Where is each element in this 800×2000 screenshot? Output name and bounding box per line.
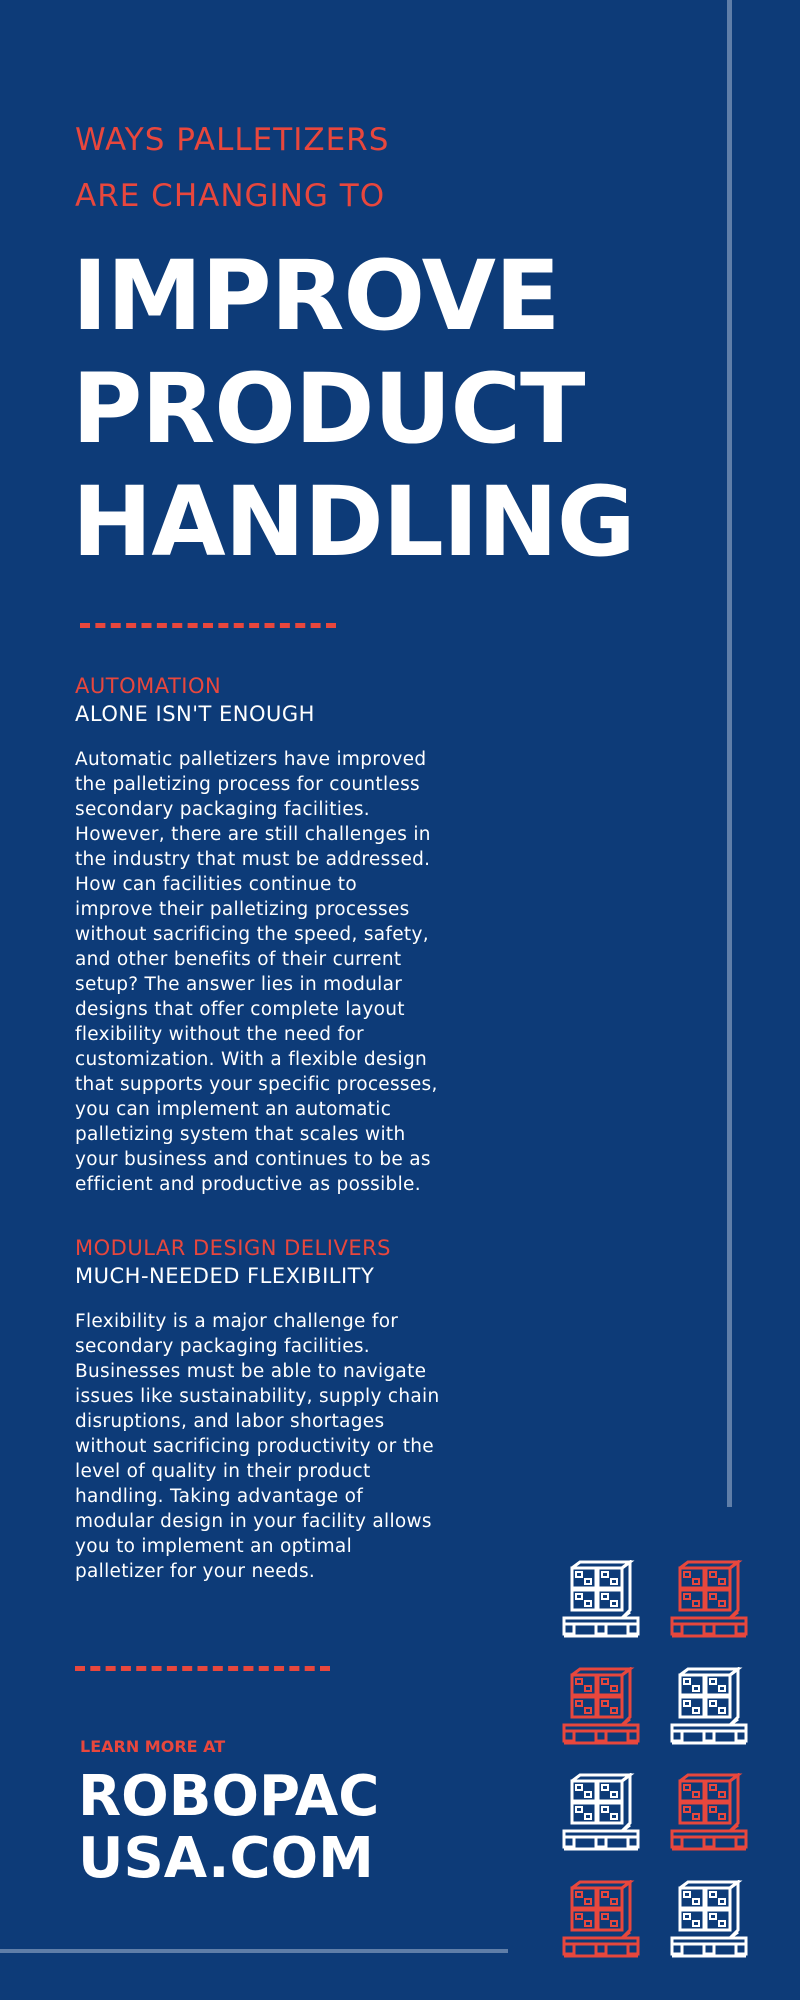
body-line: How can facilities continue to (75, 874, 357, 895)
body-line: disruptions, and labor shortages (75, 1411, 385, 1432)
body-line: without sacrificing the speed, safety, (75, 924, 429, 945)
body-line: secondary packaging facilities. (75, 799, 370, 820)
body-line: palletizer for your needs. (75, 1561, 316, 1582)
learn-more-label: LEARN MORE AT (80, 1737, 226, 1756)
body-line: efficient and productive as possible. (75, 1174, 421, 1195)
section-body (75, 1309, 515, 1584)
body-line: However, there are still challenges in (75, 824, 431, 845)
section-heading-white: MUCH-NEEDED FLEXIBILITY (75, 1264, 375, 1288)
kicker-line-1: WAYS PALLETIZERS (75, 122, 390, 158)
pallet-icon (560, 1560, 642, 1642)
page-title (72, 240, 635, 579)
title-line-2: PRODUCT (72, 353, 585, 465)
body-line: modular design in your facility allows (75, 1511, 432, 1532)
pallet-icon (668, 1773, 750, 1855)
body-line: and other benefits of their current (75, 949, 402, 970)
title-line-1: IMPROVE (72, 240, 560, 352)
body-line: flexibility without the need for (75, 1024, 364, 1045)
section-heading (75, 672, 315, 728)
pallet-icon (668, 1667, 750, 1749)
pallet-icon (560, 1880, 642, 1962)
body-line: handling. Taking advantage of (75, 1486, 364, 1507)
pallet-icon (668, 1560, 750, 1642)
horizontal-rule (0, 1949, 508, 1953)
body-line: Flexibility is a major challenge for (75, 1311, 399, 1332)
body-line: you to implement an optimal (75, 1536, 353, 1557)
body-line: that supports your specific processes, (75, 1074, 438, 1095)
website-line-1: ROBOPAC (78, 1764, 380, 1829)
title-line-3: HANDLING (72, 466, 635, 578)
kicker-line-2: ARE CHANGING TO (75, 178, 386, 214)
body-line: level of quality in their product (75, 1461, 371, 1482)
section-heading-white: ALONE ISN'T ENOUGH (75, 702, 315, 726)
body-line: secondary packaging facilities. (75, 1336, 370, 1357)
section-body (75, 747, 515, 1197)
section-heading (75, 1234, 391, 1290)
dashed-divider (75, 1666, 330, 1671)
body-line: setup? The answer lies in modular (75, 974, 403, 995)
section-heading-red: AUTOMATION (75, 674, 222, 698)
body-line: you can implement an automatic (75, 1099, 392, 1120)
body-line: the palletizing process for countless (75, 774, 420, 795)
body-line: improve their palletizing processes (75, 899, 410, 920)
body-line: your business and continues to be as (75, 1149, 431, 1170)
body-line: customization. With a flexible design (75, 1049, 428, 1070)
section-heading-red: MODULAR DESIGN DELIVERS (75, 1236, 392, 1260)
body-line: Automatic palletizers have improved (75, 749, 427, 770)
body-line: issues like sustainability, supply chain (75, 1386, 440, 1407)
pallet-icon (560, 1667, 642, 1749)
pallet-icon (560, 1773, 642, 1855)
website-line-2: USA.COM (78, 1826, 374, 1891)
body-line: without sacrificing productivity or the (75, 1436, 434, 1457)
body-line: designs that offer complete layout (75, 999, 405, 1020)
kicker (75, 112, 389, 224)
body-line: Businesses must be able to navigate (75, 1361, 427, 1382)
vertical-rule (727, 0, 732, 1507)
dashed-divider (80, 623, 336, 628)
body-line: the industry that must be addressed. (75, 849, 431, 870)
website-url[interactable] (78, 1766, 379, 1890)
body-line: palletizing system that scales with (75, 1124, 406, 1145)
pallet-icon (668, 1880, 750, 1962)
